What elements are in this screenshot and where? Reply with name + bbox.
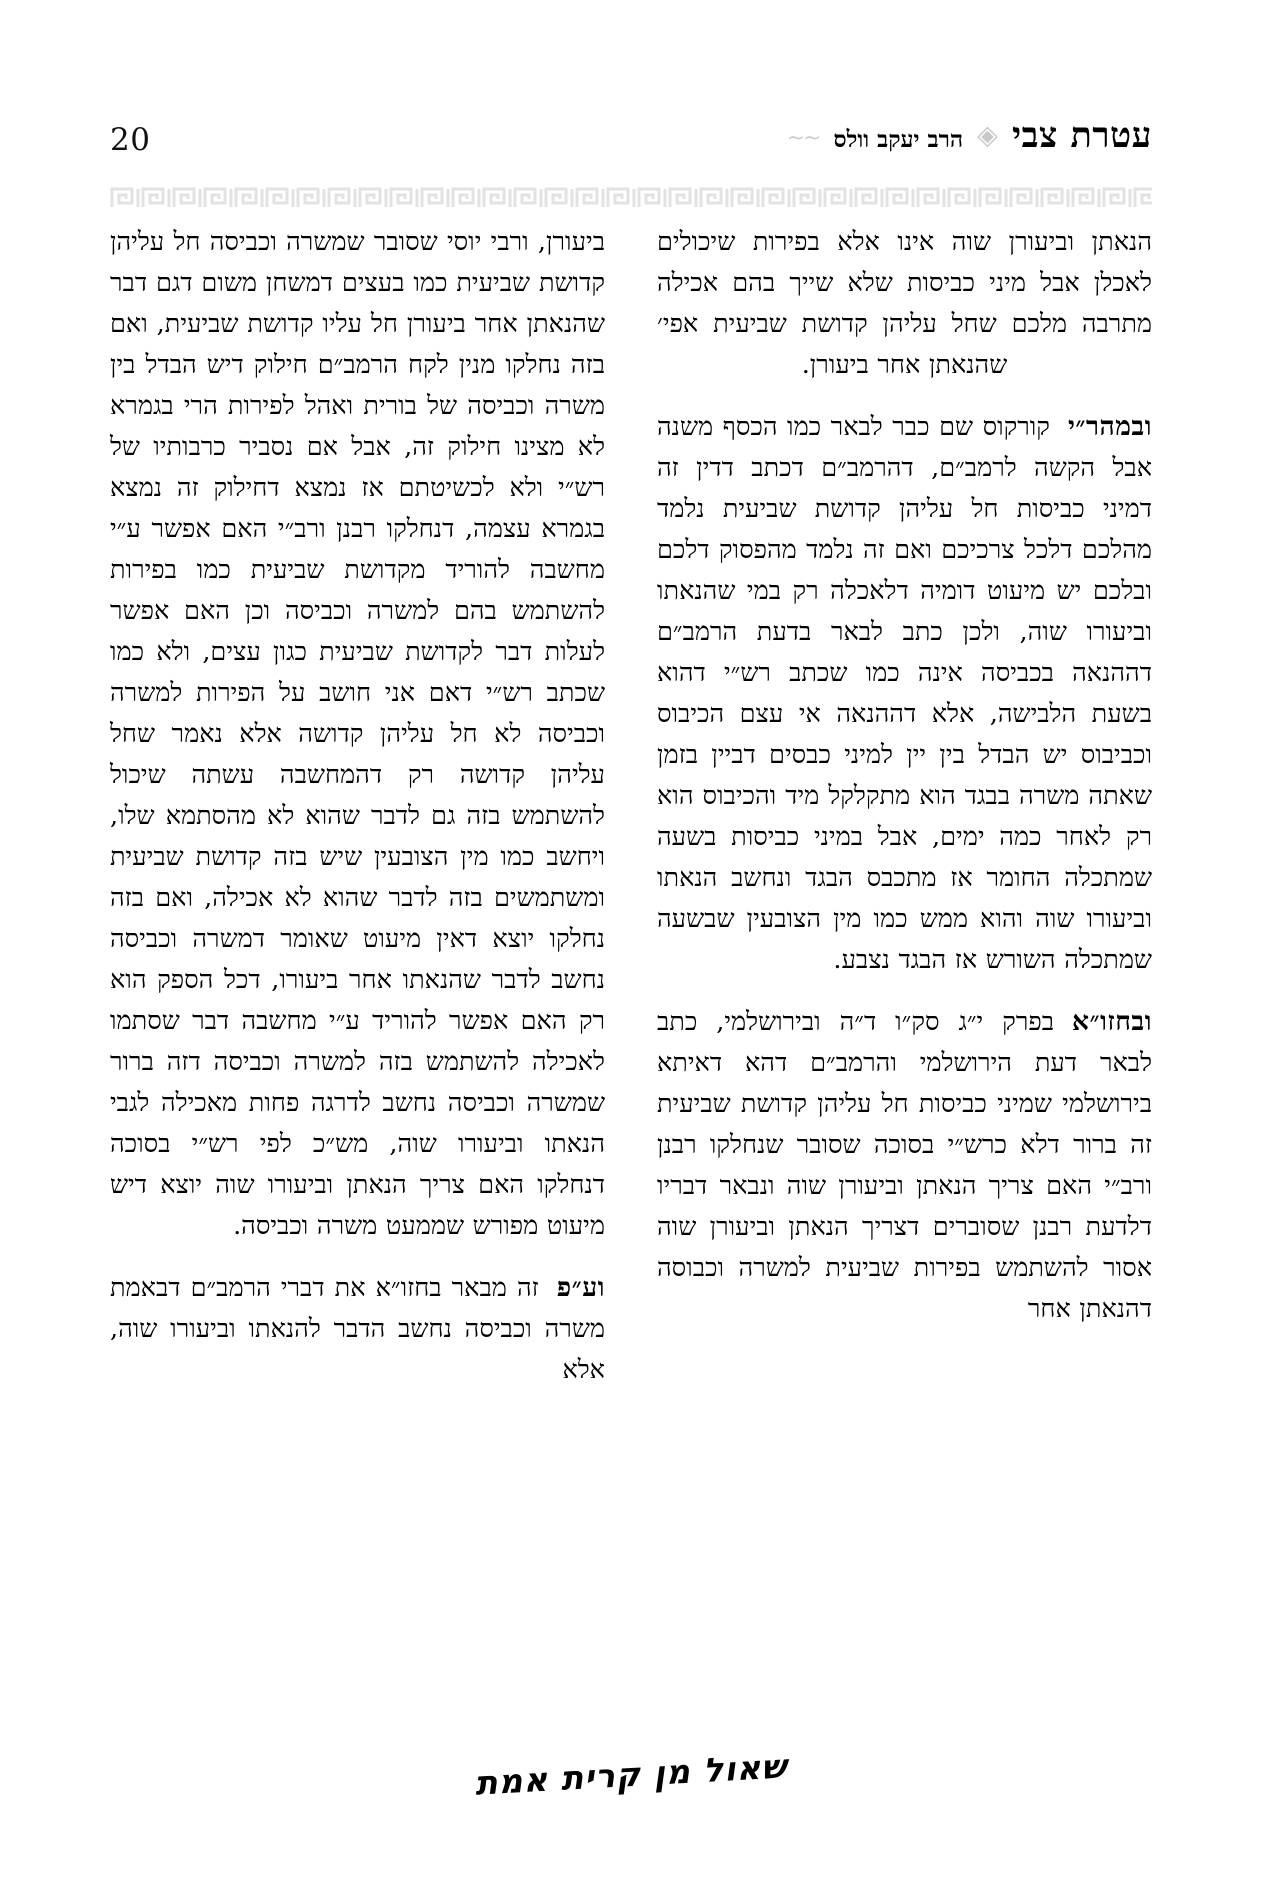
running-header: [110, 108, 1152, 156]
paragraph-text: הנאתן וביעורן שוה אינו אלא בפירות שיכולים לאכלן אבל מיני כביסות שלא שייך בהם אכילה מתרבה מלכם שחל עליהן קדושת שביעית אפי׳ שהנאתן אחר ביעורן.: [657, 227, 1152, 380]
squiggle-icon: ~~: [786, 126, 820, 151]
paragraph-lead-word: וע״פ: [556, 1272, 605, 1303]
paragraph-text: בפרק י״ג סק״ו ד״ה ובירושלמי, כתב לבאר דעת הירושלמי והרמב״ם דהא דאיתא בירושלמי שמיני כביסות חל עליהן קדושת שביעית זה ברור דלא כרש״י בסוכה שסובר שנחלקו רבנן ורב״י האם צריך הנאתן וביעורן שוה ונבאר דבריו דלדעת רבנן שסוברים דצריך הנאתן וביעורן שוה אסור להשתמש בפירות שביעית למשרה וכבוסה דהנאתן אחר: [657, 1007, 1152, 1324]
column-left: [110, 222, 605, 1692]
text-columns: [110, 222, 1152, 1692]
meander-divider: [110, 186, 1152, 208]
paragraph-lead-word: ובחזו״א: [1072, 1006, 1152, 1037]
paragraph: [657, 222, 1152, 386]
footer-library-mark: שאול מן קרית אמת: [473, 1746, 789, 1803]
paragraph: [110, 222, 605, 1247]
paragraph-text: ביעורן, ורבי יוסי שסובר שמשרה וכביסה חל עליהן קדושת שביעית כמו בעצים דמשחן משום דגם דבר שהנאתן אחר ביעורן חל עליו קדושת שביעית, ואם בזה נחלקו מנין לקח הרמב״ם חילוק דיש הבדל בין משרה וכביסה של בורית ואהל לפירות הרי בגמרא לא מצינו חילוק זה, אבל אם נסביר כרבותיו של רש״י ולא לכשיטתם אז נמצא דחילוק זה נמצא בגמרא עצמה, דנחלקו רבנן ורב״י האם אפשר ע״י מחשבה להוריד מקדושת שביעית כמו בפירות להשתמש בהם למשרה וכביסה וכן האם אפשר לעלות דבר לקדושת שביעית כגון עצים, ולא כמו שכתב רש״י דאם אני חושב על הפירות למשרה וכביסה לא חל עליהן קדושה אלא נאמר שחל עליהן קדושה רק דהמחשבה עשתה שיכול להשתמש בזה גם לדבר שהוא לא מהסתמא שלו, ויחשב כמו מין הצובעין שיש בזה קדושת שביעית ומשתמשים בזה לדבר שהוא לא אכילה, ואם בזה נחלקו יוצא דאין מיעוט שאומר דמשרה וכביסה נחשב לדבר שהנאתו אחר ביעורו, דכל הספק הוא רק האם אפשר להוריד ע״י מחשבה דבר שסתמו לאכילה להשתמש בזה למשרה וכביסה דזה ברור שמשרה וכביסה נחשב לדרגה פחות מאכילה לגבי הנאתו וביעורו שוה, מש״כ לפי רש״י בסוכה דנחלקו האם צריך הנאתן וביעורו שוה יוצא דיש מיעוט מפורש שממעט משרה וכביסה.: [110, 227, 605, 1241]
page-number: 20: [110, 122, 151, 158]
author-name: הרב יעקב וולס: [833, 126, 964, 153]
paragraph-text: זה מבאר בחזו״א את דברי הרמב״ם דבאמת משרה וכביסה נחשב הדבר להנאתו וביעורו שוה, אלא: [110, 1273, 605, 1385]
paragraph: [657, 406, 1152, 981]
running-head-title-group: [787, 115, 1152, 156]
book-title: עטרת צבי: [1011, 115, 1152, 156]
paragraph: [110, 1267, 605, 1391]
column-right: [657, 222, 1152, 1692]
paragraph-text: קורקוס שם כבר לבאר כמו הכסף משנה אבל הקשה לרמב״ם, דהרמב״ם דכתב דדין זה דמיני כביסות חל עליהן קדושת שביעית נלמד מהלכם דלכל צרכיכם ואם זה נלמד מהפסוק דלכם ובלכם יש מיעוט דומיה דלאכלה רק במי שהנאתו וביעורו שוה, ולכן כתב לבאר בדעת הרמב״ם דההנאה בכביסה אינה כמו שכתב רש״י דהוא בשעת הלבישה, אלא דההנאה אי עצם הכיבוס וכביבוס יש הבדל בין יין למיני כבסים דביין בזמן שאתה משרה בבגד הוא מתקלקל מיד והכיבוס הוא רק לאחר כמה ימים, אבל במיני כביסות בשעה שמתכלה החומר אז מתכבס הבגד ונחשב הנאתו וביעורו שוה והוא ממש כמו מין הצובעין שבשעה שמתכלה השורש אז הבגד נצבע.: [657, 412, 1152, 975]
paragraph-lead-word: ובמהר״י: [1067, 411, 1152, 442]
diamond-icon: ◈: [977, 120, 998, 151]
paragraph: [657, 1001, 1152, 1330]
